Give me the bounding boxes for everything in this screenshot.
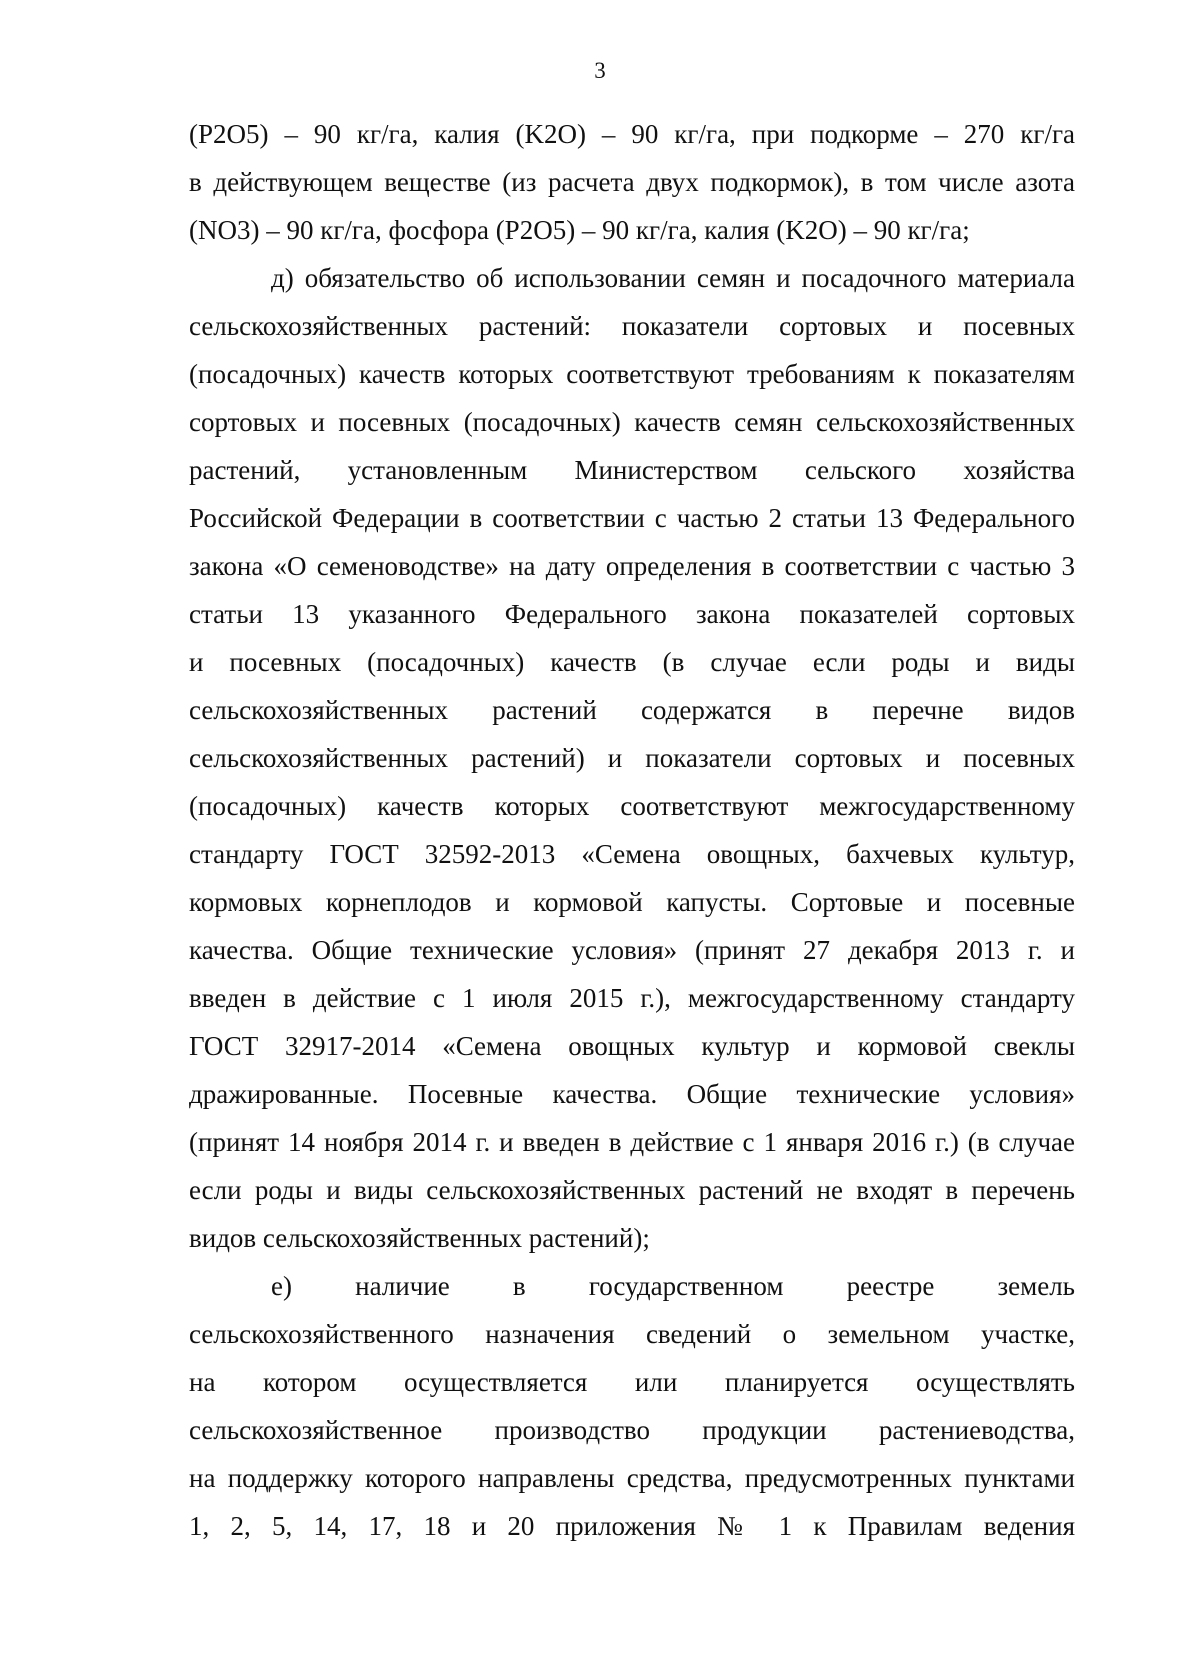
text-line: сельскохозяйственного назначения сведений о земельном участке, [189,1319,1075,1349]
text-line: растений, установленным Министерством сельского хозяйства [189,455,1075,485]
text-line: закона «О семеноводстве» на дату определения в соответствии с частью 3 [189,551,1075,581]
text-line: видов сельскохозяйственных растений); [189,1223,650,1253]
text-line: и посевных (посадочных) качеств (в случае если роды и виды [189,647,1075,677]
text-line: если роды и виды сельскохозяйственных растений не входят в перечень [189,1175,1075,1205]
text-line: введен в действие с 1 июля 2015 г.), межгосударственному стандарту [189,983,1075,1013]
paragraph-e-land-registry [189,1262,1075,1550]
text-line: кормовых корнеплодов и кормовой капусты. Сортовые и посевные [189,887,1075,917]
text-line: в действующем веществе (из расчета двух подкормок), в том числе азота [189,167,1075,197]
document-body [189,110,1075,1550]
text-line: стандарту ГОСТ 32592-2013 «Семена овощных, бахчевых культур, [189,839,1075,869]
text-line: дражированные. Посевные качества. Общие технические условия» [189,1079,1075,1109]
page-number: 3 [594,58,606,83]
text-line: сортовых и посевных (посадочных) качеств семян сельскохозяйственных [189,407,1075,437]
text-line: сельскохозяйственное производство продукции растениеводства, [189,1415,1075,1445]
text-line: (P2O5) – 90 кг/га, калия (K2O) – 90 кг/га, при подкорме – 270 кг/га [189,119,1075,149]
paragraph-d-seeds-obligation [189,254,1075,1262]
text-line: сельскохозяйственных растений: показатели сортовых и посевных [189,311,1075,341]
text-line: ГОСТ 32917-2014 «Семена овощных культур и кормовой свеклы [189,1031,1075,1061]
text-line: качества. Общие технические условия» (принят 27 декабря 2013 г. и [189,935,1075,965]
text-line: (NO3) – 90 кг/га, фосфора (P2O5) – 90 кг/га, калия (K2O) – 90 кг/га; [189,215,970,245]
text-line: Российской Федерации в соответствии с частью 2 статьи 13 Федерального [189,503,1075,533]
text-line: 1, 2, 5, 14, 17, 18 и 20 приложения № 1 к Правилам ведения [189,1511,1075,1541]
text-line: на поддержку которого направлены средства, предусмотренных пунктами [189,1463,1075,1493]
text-line: сельскохозяйственных растений содержатся в перечне видов [189,695,1075,725]
text-line: е) наличие в государственном реестре земель [271,1271,1075,1301]
paragraph-fertilizer-rates [189,110,1075,254]
text-line: (принят 14 ноября 2014 г. и введен в действие с 1 января 2016 г.) (в случае [189,1127,1075,1157]
text-line: статьи 13 указанного Федерального закона показателей сортовых [189,599,1075,629]
text-line: на котором осуществляется или планируется осуществлять [189,1367,1075,1397]
text-line: д) обязательство об использовании семян и посадочного материала [271,263,1075,293]
text-line: (посадочных) качеств которых соответствуют межгосударственному [189,791,1075,821]
text-line: (посадочных) качеств которых соответствуют требованиям к показателям [189,359,1075,389]
text-line: сельскохозяйственных растений) и показатели сортовых и посевных [189,743,1075,773]
